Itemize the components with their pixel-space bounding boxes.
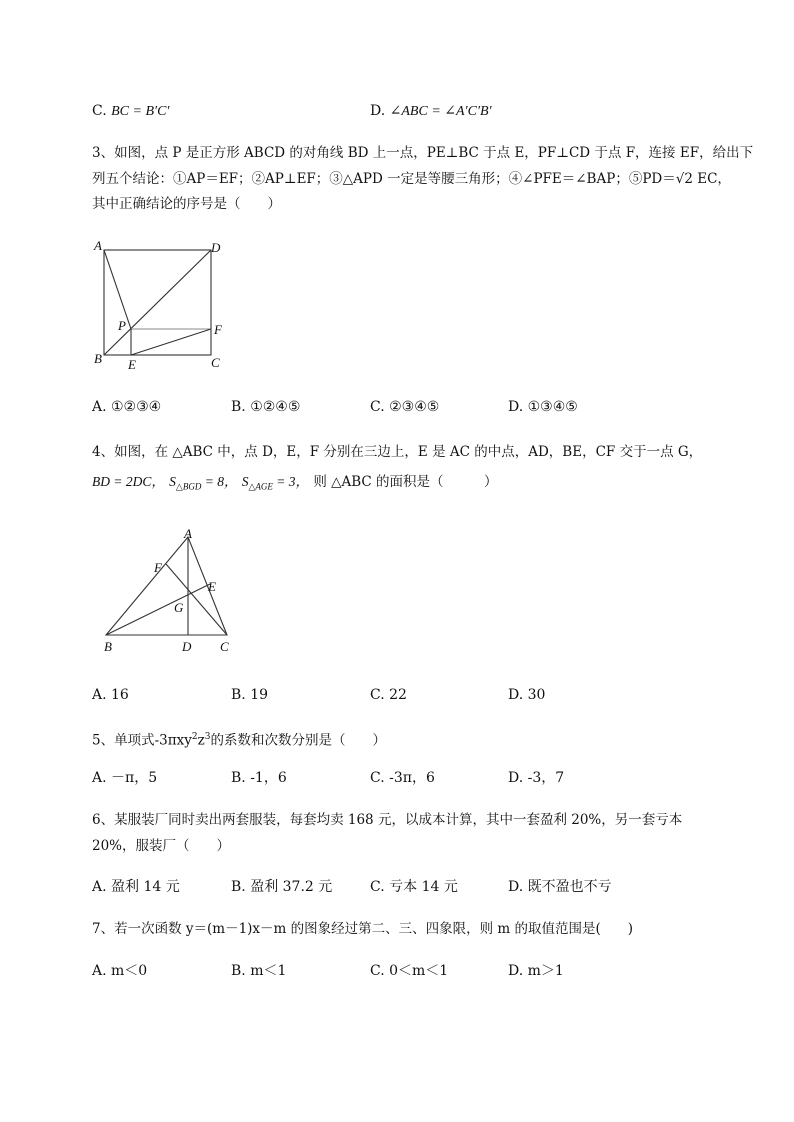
label-d: D [211, 240, 221, 255]
label-a: A [94, 238, 102, 253]
label-a: A [184, 528, 192, 541]
q6-stem-line-2: 20%，服装厂（ ） [92, 838, 231, 854]
q3-stem-line-1: 3、如图，点 P 是正方形 ABCD 的对角线 BD 上一点，PE⊥BC 于点 E，PF⊥CD 于点 F，连接 EF，给出下 [92, 145, 754, 161]
q2-option-d-expr: ∠ABC = ∠A′C′B′ [389, 104, 492, 119]
label-f: F [154, 560, 162, 575]
q3-figure-square [88, 236, 238, 374]
q5-option-a[interactable]: A. －π，5 [92, 770, 158, 786]
q6-option-b[interactable]: B. 盈利 37.2 元 [231, 879, 333, 895]
q2-option-c: C. BC = B′C′ [92, 103, 170, 119]
q6-option-a[interactable]: A. 盈利 14 元 [92, 879, 180, 895]
q6-option-c[interactable]: C. 亏本 14 元 [370, 879, 458, 895]
label-c: C [220, 639, 229, 654]
q4-option-b[interactable]: B. 19 [231, 687, 269, 703]
q3-option-c[interactable]: C. ②③④⑤ [370, 399, 440, 415]
q3-option-d[interactable]: D. ①③④⑤ [508, 399, 578, 415]
q2-option-c-expr: BC = B′C′ [111, 104, 170, 119]
q4-stem-line-2: BD = 2DC， $S_{\triangle BGD} = 8$， $S_{\triangle AGE} = 3$， 则 △ABC 的面积是（ ） [92, 474, 498, 492]
q5-option-b[interactable]: B. -1，6 [231, 770, 287, 786]
diagonal-bd [104, 250, 211, 355]
q5-option-d[interactable]: D. -3，7 [508, 770, 565, 786]
label-p: P [118, 318, 126, 333]
q7-option-d[interactable]: D. m＞1 [508, 963, 564, 979]
label-b: B [104, 639, 112, 654]
segment-ef [131, 329, 211, 355]
label-d: D [182, 639, 192, 654]
q4-bd-relation: BD = 2DC， [92, 474, 165, 489]
q4-option-c[interactable]: C. 22 [370, 687, 407, 703]
q7-stem: 7、若一次函数 y＝(m－1)x－m 的图象经过第二、三、四象限，则 m 的取值范围是( ) [92, 921, 634, 937]
q7-option-c[interactable]: C. 0＜m＜1 [370, 963, 449, 979]
q4-option-a[interactable]: A. 16 [92, 687, 129, 703]
segment-be [106, 584, 210, 635]
q4-option-d[interactable]: D. 30 [508, 687, 546, 703]
label-c: C [211, 355, 220, 370]
q7-option-b[interactable]: B. m＜1 [231, 963, 287, 979]
q5-stem: 5、单项式$-3\pi xy^2z^3$的系数和次数分别是（ ） [92, 732, 386, 749]
q2-option-d: D. ∠ABC = ∠A′C′B′ [370, 103, 492, 119]
label-f: F [214, 322, 222, 337]
label-b: B [94, 351, 102, 366]
q6-option-d[interactable]: D. 既不盈也不亏 [508, 879, 612, 895]
q3-stem-line-3: 其中正确结论的序号是（ ） [92, 196, 281, 212]
sqrt-2: √2 [675, 171, 693, 187]
q4-figure-triangle [96, 528, 246, 658]
q3-option-b[interactable]: B. ①②④⑤ [231, 399, 301, 415]
q4-area-bgd: $S_{\triangle BGD} = 8$， [169, 474, 238, 492]
label-e: E [208, 579, 216, 594]
label-e: E [128, 357, 136, 372]
q6-stem-line-1: 6、某服装厂同时卖出两套服装，每套均卖 168 元，以成本计算，其中一套盈利 20%，另一套亏本 [92, 812, 683, 828]
q7-option-a[interactable]: A. m＜0 [92, 963, 148, 979]
q3-option-a[interactable]: A. ①②③④ [92, 399, 162, 415]
label-g: G [174, 600, 184, 615]
q4-area-age: $S_{\triangle AGE} = 3$， [241, 474, 310, 492]
q4-stem-line-1: 4、如图，在 △ABC 中，点 D，E，F 分别在三边上，E 是 AC 的中点，AD，BE，CF 交于一点 G， [92, 444, 703, 460]
q3-stem-line-2: 列五个结论：①AP＝EF；②AP⊥EF；③△APD 一定是等腰三角形；④∠PFE＝∠BAP；⑤PD＝√2 EC， [92, 171, 731, 187]
q5-option-c[interactable]: C. -3π，6 [370, 770, 435, 786]
